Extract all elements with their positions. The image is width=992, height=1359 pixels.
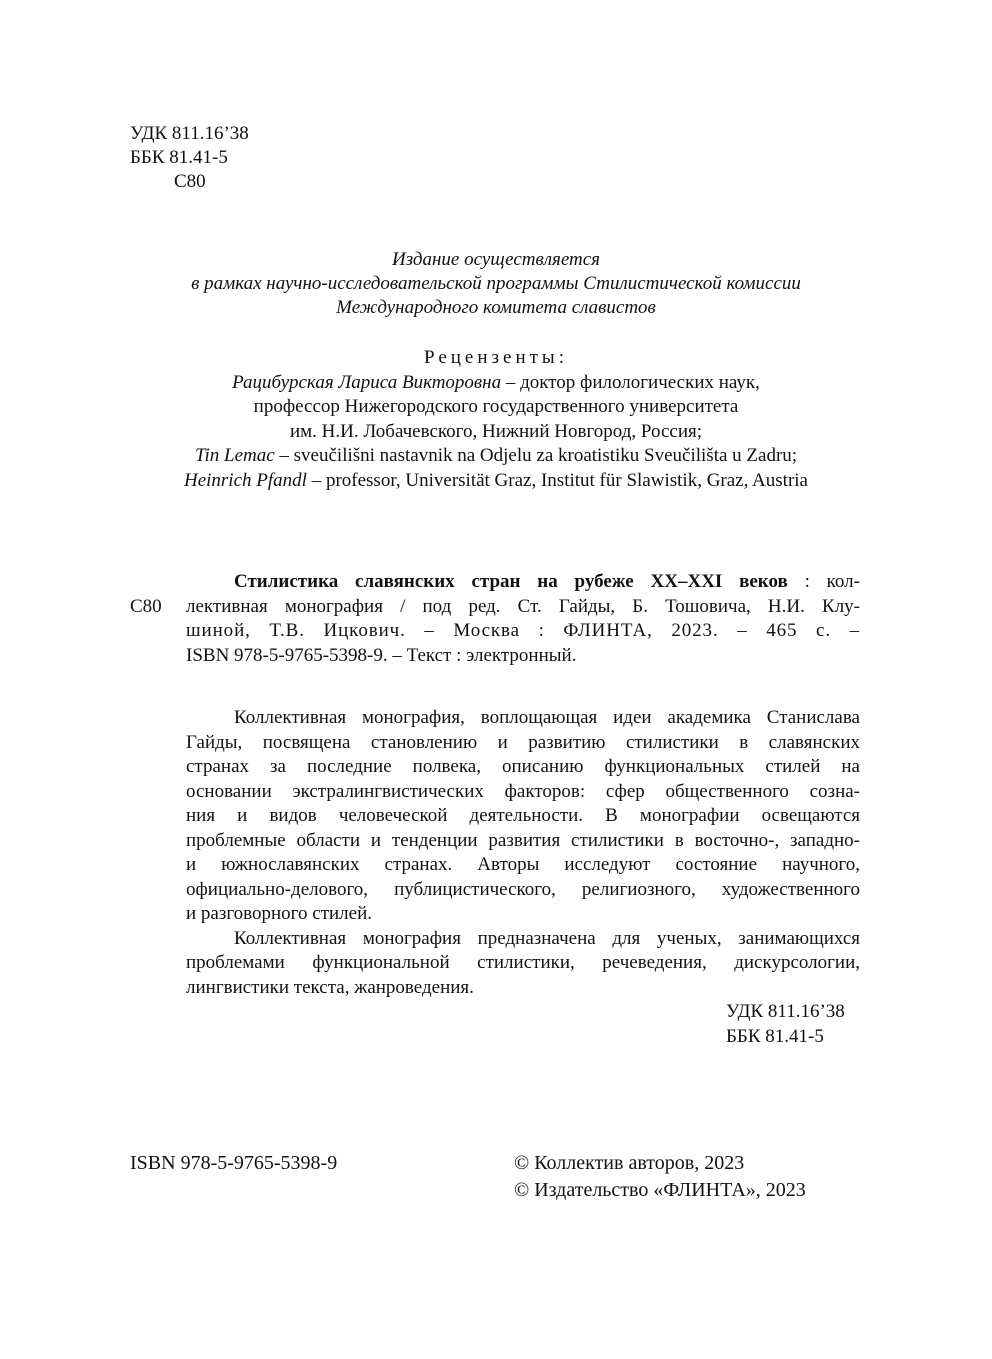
author-mark: С80 bbox=[174, 171, 206, 192]
reviewer-line bbox=[0, 444, 992, 469]
reviewer-credentials: – professor, Universität Graz, Institut für Slawistik, Graz, Austria bbox=[306, 469, 808, 491]
abstract-classification-codes bbox=[186, 1000, 860, 1049]
edition-note-line: Издание осуществляется bbox=[391, 249, 601, 270]
edition-note-line: в рамках научно-исследовательской программы Стилистической комиссии bbox=[191, 273, 801, 294]
abstract-line: лингвистики текста, жанроведения. bbox=[186, 976, 474, 998]
reviewer-line: им. Н.И. Лобачевского, Нижний Новгород, Россия; bbox=[289, 420, 703, 442]
reviewer-credentials: – доктор филологических наук, bbox=[501, 371, 760, 393]
reviewers-block bbox=[0, 346, 992, 493]
abstract-line: и южнославянских странах. Авторы исследуют состояние научного, bbox=[186, 854, 860, 875]
udk-code: УДК 811.16’38 bbox=[130, 123, 249, 144]
reviewer-name: Tin Lemac bbox=[194, 445, 275, 466]
author-mark-side: С80 bbox=[130, 595, 162, 617]
abstract-line: и разговорного стилей. bbox=[186, 903, 372, 924]
copyright-block bbox=[514, 1150, 806, 1204]
abstract-line: Гайды, посвящена становлению и развитию стилистики в славянских bbox=[186, 731, 860, 753]
reviewer-line bbox=[0, 371, 992, 396]
abstract-block bbox=[186, 706, 860, 1049]
biblio-line bbox=[186, 570, 860, 595]
edition-note bbox=[0, 248, 992, 320]
udk-code: УДК 811.16’38 bbox=[726, 1001, 845, 1022]
bbk-code: ББК 81.41-5 bbox=[726, 1025, 824, 1047]
abstract-line: проблемные области и тенденции развития стилистики в восточно-, западно- bbox=[186, 829, 860, 851]
reviewer-credentials: – sveučilišni nastavnik na Odjelu za kroatistiku Sveučilišta u Zadru; bbox=[274, 445, 798, 466]
abstract-line: официально-делового, публицистического, религиозного, художественного bbox=[186, 878, 860, 900]
reviewers-heading: Рецензенты: bbox=[424, 347, 568, 368]
classification-codes bbox=[130, 122, 249, 194]
reviewer-line: профессор Нижегородского государственного университета bbox=[253, 396, 739, 417]
biblio-line: шиной, Т.В. Ицкович. – Москва : ФЛИНТА, 2023. – 465 с. – bbox=[186, 620, 860, 641]
bibliographic-description bbox=[186, 570, 860, 668]
biblio-line: лективная монография / под ред. Ст. Гайды, Б. Тошовича, Н.И. Клу- bbox=[186, 595, 860, 617]
bbk-code: ББК 81.41-5 bbox=[130, 147, 228, 168]
abstract-line: Коллективная монография предназначена для ученых, занимающихся bbox=[234, 927, 860, 949]
biblio-line: ISBN 978-5-9765-5398-9. – Текст : электронный. bbox=[186, 644, 577, 666]
abstract-line: основании экстралингвистических факторов: сфер общественного созна- bbox=[186, 780, 860, 802]
abstract-line: странах за последние полвека, описанию функциональных стилей на bbox=[186, 756, 860, 777]
reviewer-name: Рацибурская Лариса Викторовна bbox=[232, 371, 502, 393]
copyright-publisher: © Издательство «ФЛИНТА», 2023 bbox=[514, 1179, 806, 1201]
copyright-authors: © Коллектив авторов, 2023 bbox=[514, 1152, 745, 1174]
abstract-line: проблемами функциональной стилистики, речеведения, дискурсологии, bbox=[186, 952, 860, 973]
isbn: ISBN 978-5-9765-5398-9 bbox=[130, 1152, 338, 1174]
abstract-line: ния и видов человеческой деятельности. В монографии освещаются bbox=[186, 805, 860, 826]
reviewer-name: Heinrich Pfandl bbox=[183, 469, 307, 491]
edition-note-line: Международного комитета славистов bbox=[336, 297, 656, 318]
book-title: Стилистика славянских стран на рубеже XX–XXI веков bbox=[234, 571, 788, 592]
abstract-line: Коллективная монография, воплощающая идеи академика Станислава bbox=[234, 707, 860, 728]
bibliographic-record bbox=[130, 570, 860, 668]
biblio-text: : кол- bbox=[787, 571, 860, 592]
reviewer-line bbox=[0, 469, 992, 494]
